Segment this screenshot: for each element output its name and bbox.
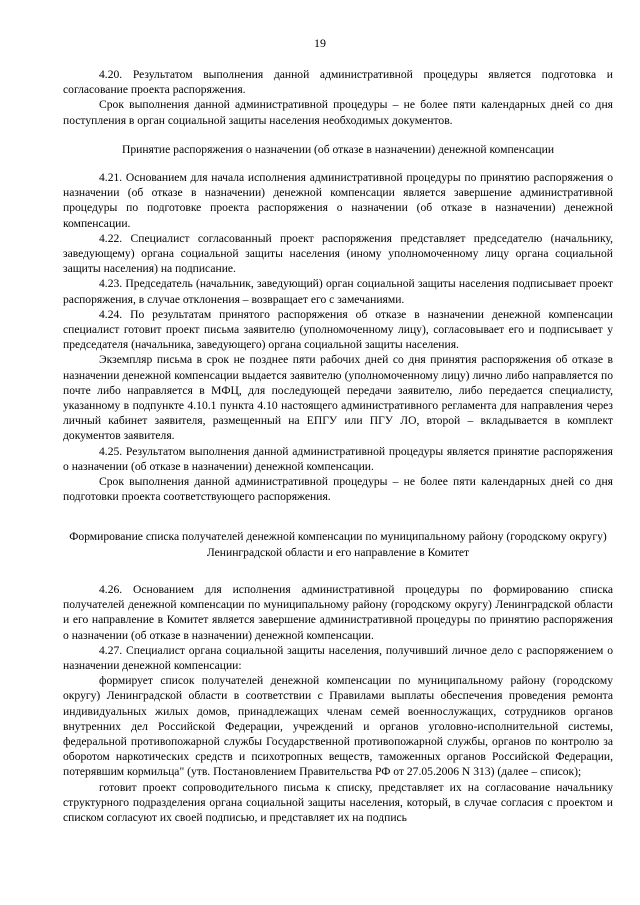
paragraph-4-27: 4.27. Специалист органа социальной защиты населения, получивший личное дело с распоряжением о назначении денежной компенсации: [63, 643, 613, 672]
paragraph-4-26: 4.26. Основанием для исполнения административной процедуры по формированию списка получателей денежной компенсации по муниципальному району (городскому округу) Ленинградской области и его направление в Комитет является завершение административной процедуры по принятию распоряжения о назначении (об отказе в назначении) денежной компенсации. [63, 582, 613, 642]
paragraph-4-27-prepares-letter: готовит проект сопроводительного письма к списку, представляет их на согласование начальнику структурного подразделения органа социальной защиты населения, который, в случае согласия с проектом и списком согласуют их своей подписью, и представляет их на подпись [63, 780, 613, 824]
paragraph-4-20: 4.20. Результатом выполнения данной административной процедуры является подготовка и согласование проекта распоряжения. [63, 68, 613, 97]
paragraph-4-22: 4.22. Специалист согласованный проект распоряжения представляет председателю (начальнику, заведующему) органа социальной защиты населения (иному уполномоченному лицу органа социальной защиты населения) на подписание. [63, 231, 613, 276]
paragraph-4-21: 4.21. Основанием для начала исполнения административной процедуры по принятию распоряжения о назначении (об отказе в назначении) денежной компенсации является завершение административной процедуры по подготовке проекта распоряжения о назначении (об отказе в назначении) денежной компенсации. [63, 171, 613, 230]
paragraph-4-25: 4.25. Результатом выполнения данной административной процедуры является принятие распоряжения о назначении (об отказе в назначении) денежной компенсации. [63, 444, 613, 473]
paragraph-4-23: 4.23. Председатель (начальник, заведующий) орган социальной защиты населения подписывает проект распоряжения, в случае отклонения – возвращает его с замечаниями. [63, 277, 613, 306]
page-number: 19 [314, 36, 326, 50]
paragraph-4-24-letter-copy: Экземпляр письма в срок не позднее пяти рабочих дней со дня принятия распоряжения об отказе в назначении денежной компенсации выдается заявителю (уполномоченному лицу) лично либо направляется по почте либо направляется в МФЦ, для последующей передачи заявителю, либо передается специалисту, указанному в подпункте 4.10.1 пункта 4.10 настоящего административного регламента для направления через личный кабинет заявителя, размещенный на ЕПГУ или ПГУ ЛО, второй – вкладывается в комплект документов заявителя. [63, 353, 613, 443]
paragraph-4-27-forms-list: формирует список получателей денежной компенсации по муниципальному району (городскому округу) Ленинградской области в соответствии с Правилами выплаты обеспечения проведения ремонта индивидуальных жилых домов, принадлежащих членам семей военнослужащих, сотрудников органов внутренних дел Российской Федерации, учреждений и органов уголовно-исполнительной системы, федеральной противопожарной службы Государственной противопожарной службы, органов по контролю за оборотом наркотических средств и психотропных веществ, таможенных органов Российской Федерации, потерявшим кормильца" (утв. Постановлением Правительства РФ от 27.05.2006 N 313) (далее – список); [63, 674, 613, 779]
paragraph-4-25-term: Срок выполнения данной административной процедуры – не более пяти календарных дней со дня подготовки проекта соответствующего распоряжения. [63, 475, 613, 504]
document-body [63, 67, 613, 825]
paragraph-4-24: 4.24. По результатам принятого распоряжения об отказе в назначении денежной компенсации специалист готовит проект письма заявителю (уполномоченному лицу), согласовывает его и подписывает у председателя (начальника, заведующего) органа социальной защиты населения. [63, 307, 613, 352]
paragraph-4-20-term: Срок выполнения данной административной процедуры – не более пяти календарных дней со дня поступления в орган социальной защиты населения необходимых документов. [63, 98, 613, 127]
section-heading-recipients-list: Формирование списка получателей денежной компенсации по муниципальному району (городскому округу) Ленинградской области и его направление в Комитет [69, 530, 607, 559]
section-heading-decision: Принятие распоряжения о назначении (об отказе в назначении) денежной компенсации [121, 142, 555, 156]
